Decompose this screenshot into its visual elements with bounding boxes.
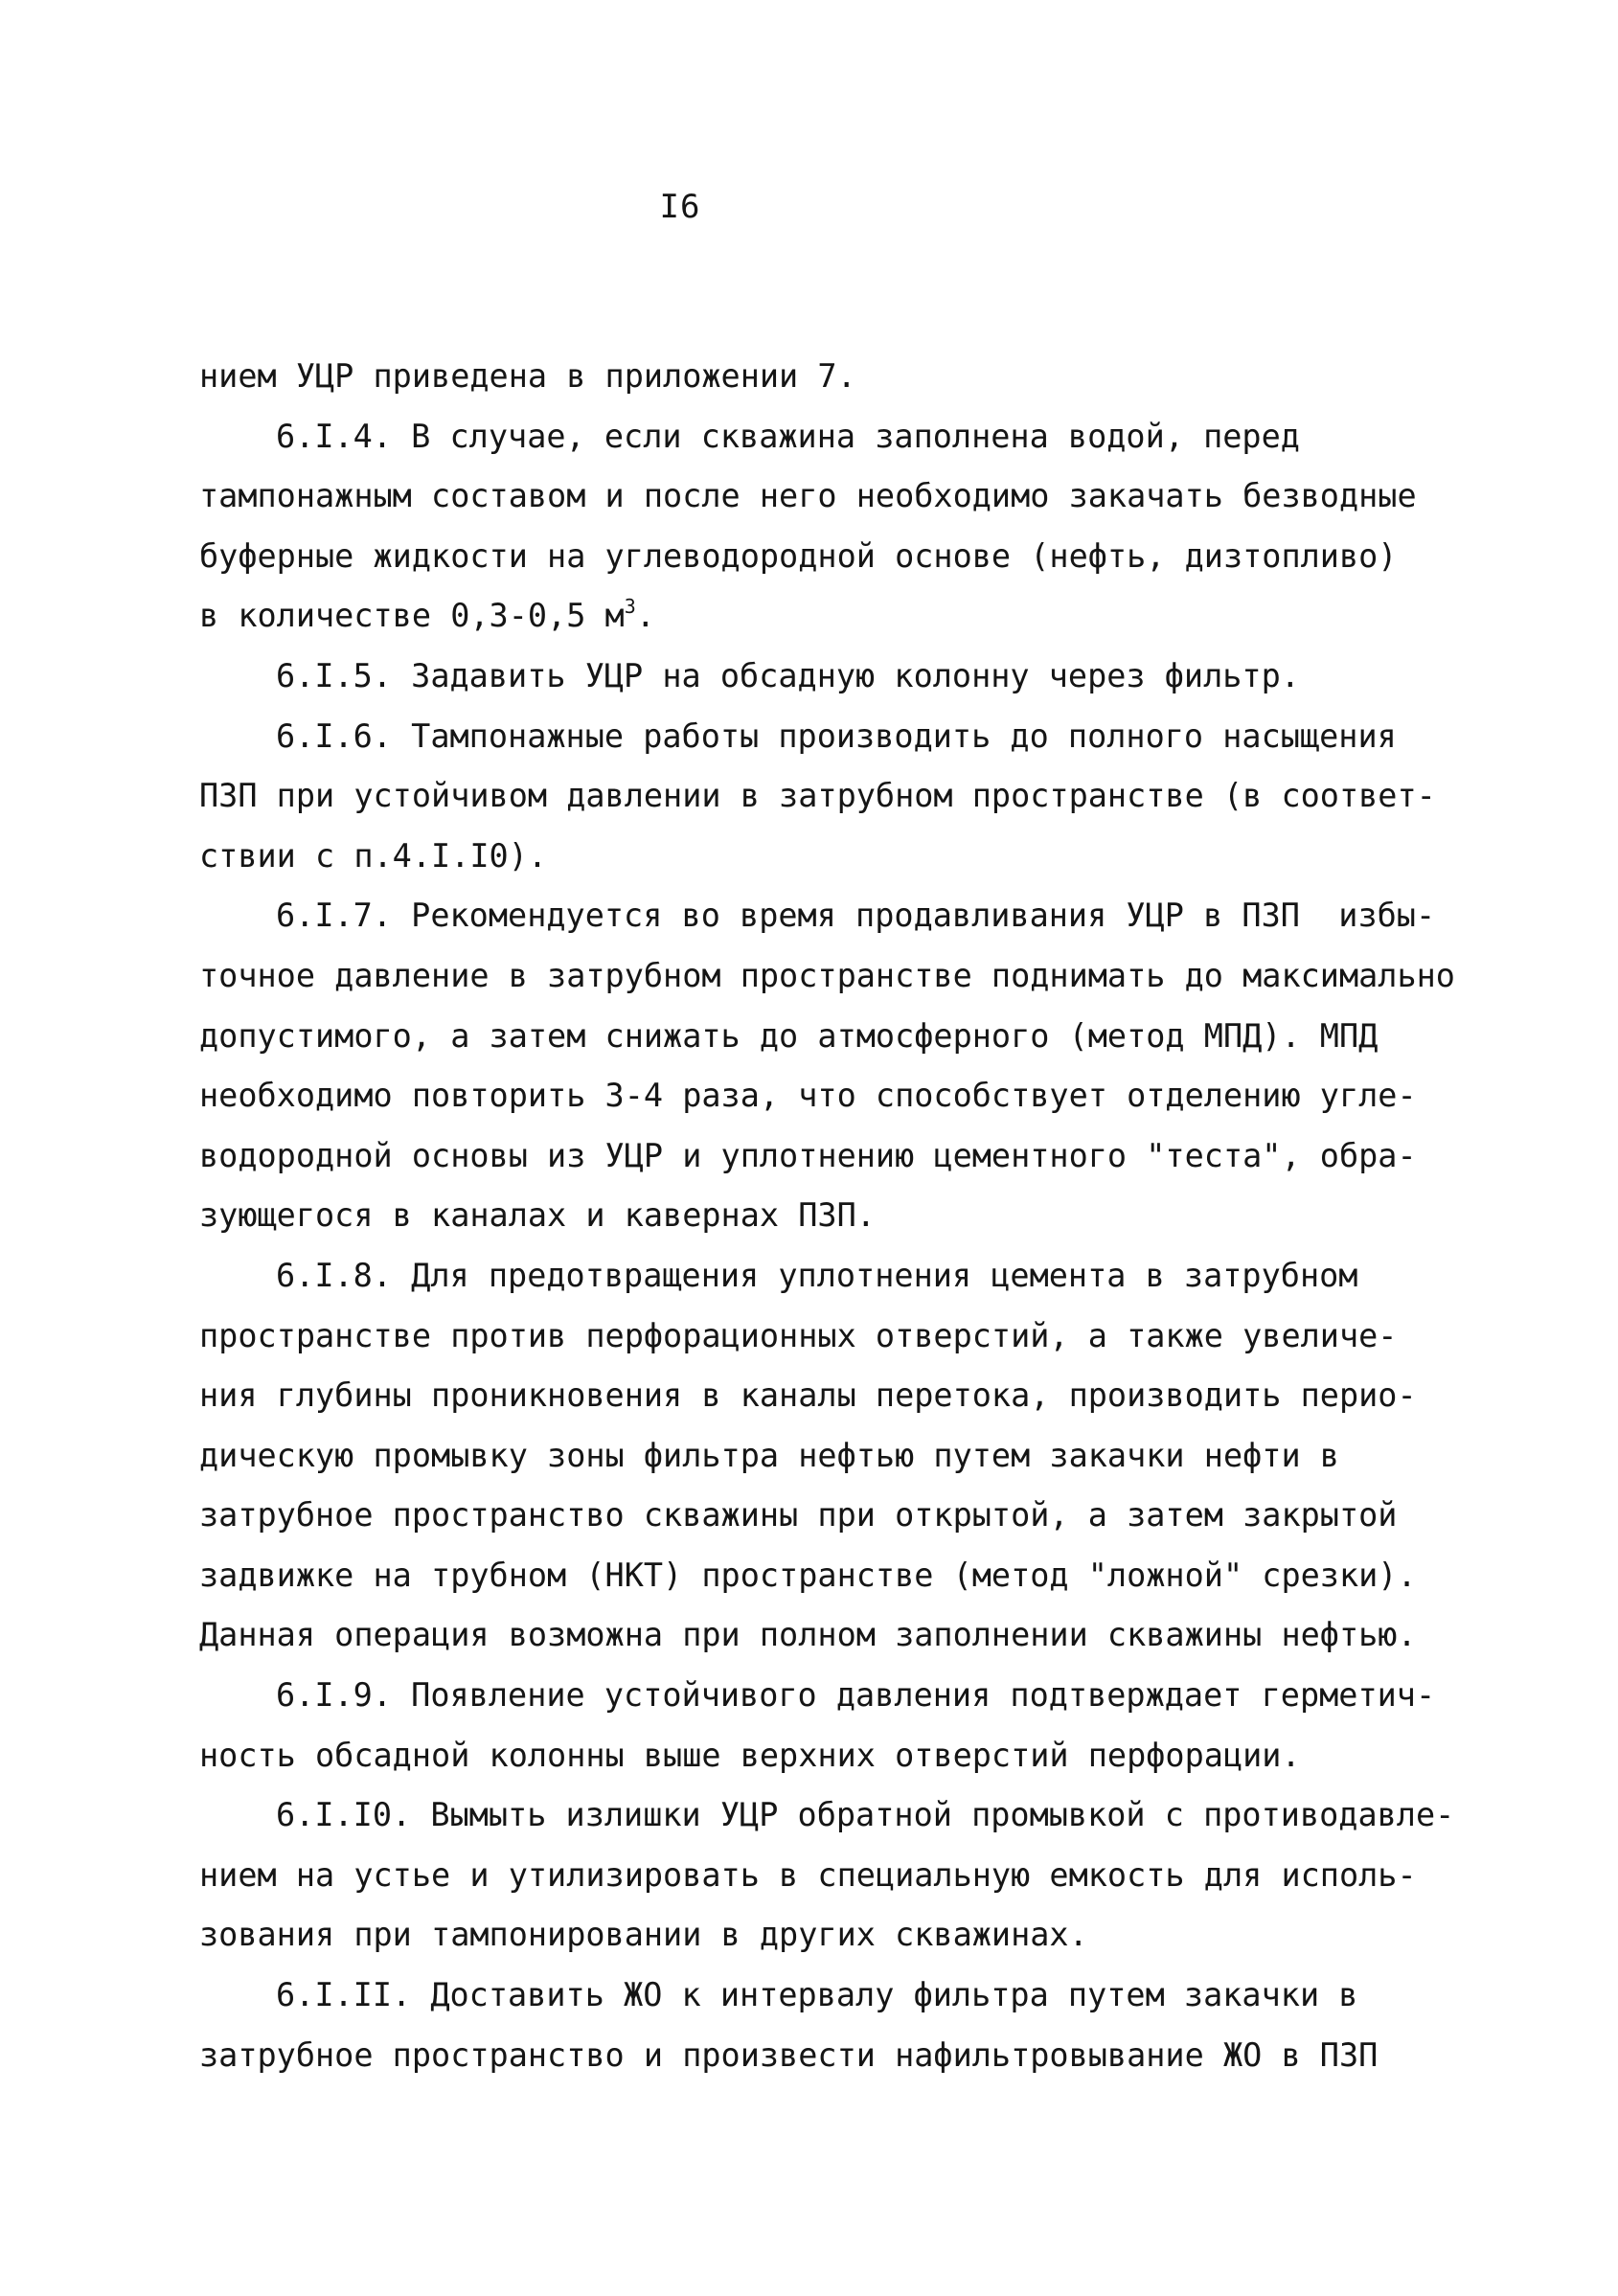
text-line: тампонажным составом и после него необходимо закачать безводные (199, 477, 1417, 515)
text-line: зующегося в каналах и кавернах ПЗП. (199, 1196, 876, 1235)
text-line: задвижке на трубном (НКТ) пространстве (метод "ложной" срезки). (199, 1556, 1417, 1594)
sentence-end: . (635, 597, 655, 635)
paragraph-6-1-7-line: 6.I.7. Рекомендуется во время продавливания УЦР в ПЗП избы- (276, 897, 1436, 935)
text-line: затрубное пространство и произвести нафильтровывание ЖО в ПЗП (199, 2035, 1379, 2074)
text-line: затрубное пространство скважины при открытой, а затем закрытой (199, 1496, 1398, 1534)
paragraph-6-1-8-line: 6.I.8. Для предотвращения уплотнения цемента в затрубном (276, 1256, 1358, 1294)
text-line: ствии с п.4.I.I0). (199, 836, 548, 875)
text-line: ния глубины проникновения в каналы перетока, производить перио- (199, 1376, 1417, 1415)
volume-text: в количестве 0,3-0,5 м (199, 597, 625, 635)
paragraph-6-1-6-line: 6.I.6. Тампонажные работы производить до полного насыщения (276, 716, 1397, 755)
page-number: I6 (659, 188, 701, 226)
text-line: ПЗП при устойчивом давлении в затрубном пространстве (в соответ- (199, 777, 1436, 815)
cubic-superscript: 3 (624, 595, 636, 619)
text-line: нием на устье и утилизировать в специальную емкость для исполь- (199, 1855, 1417, 1894)
text-line: Данная операция возможна при полном заполнении скважины нефтью. (199, 1616, 1417, 1654)
paragraph-6-1-5-line: 6.I.5. Задавить УЦР на обсадную колонну через фильтр. (276, 656, 1300, 694)
paragraph-6-1-10-line: 6.I.I0. Вымыть излишки УЦР обратной промывкой с противодавле- (276, 1796, 1455, 1834)
text-line: точное давление в затрубном пространстве поднимать до максимально (199, 956, 1455, 994)
text-line: нием УЦР приведена в приложении 7. (199, 357, 856, 395)
text-line: буферные жидкости на углеводородной основе (нефть, дизтопливо) (199, 536, 1398, 575)
text-line: пространстве против перфорационных отверстий, а также увеличе- (199, 1316, 1398, 1354)
text-line-with-unit (199, 586, 1435, 647)
text-line: зования при тампонировании в других скважинах. (199, 1916, 1088, 1954)
text-line: ность обсадной колонны выше верхних отверстий перфорации. (199, 1736, 1301, 1774)
paragraph-6-1-9-line: 6.I.9. Появление устойчивого давления подтверждает герметич- (276, 1676, 1436, 1715)
text-line: водородной основы из УЦР и уплотнению цементного "теста", обра- (199, 1136, 1417, 1174)
paragraph-6-1-11-line: 6.I.II. Доставить ЖО к интервалу фильтра путем закачки в (276, 1976, 1358, 2014)
document-body (199, 347, 1455, 2085)
text-line: допустимого, а затем снижать до атмосферного (метод МПД). МПД (199, 1016, 1379, 1055)
text-line: дическую промывку зоны фильтра нефтью путем закачки нефти в (199, 1436, 1339, 1474)
text-line: необходимо повторить 3-4 раза, что способствует отделению угле- (199, 1077, 1417, 1115)
paragraph-6-1-4-line: 6.I.4. В случае, если скважина заполнена водой, перед (276, 417, 1300, 455)
